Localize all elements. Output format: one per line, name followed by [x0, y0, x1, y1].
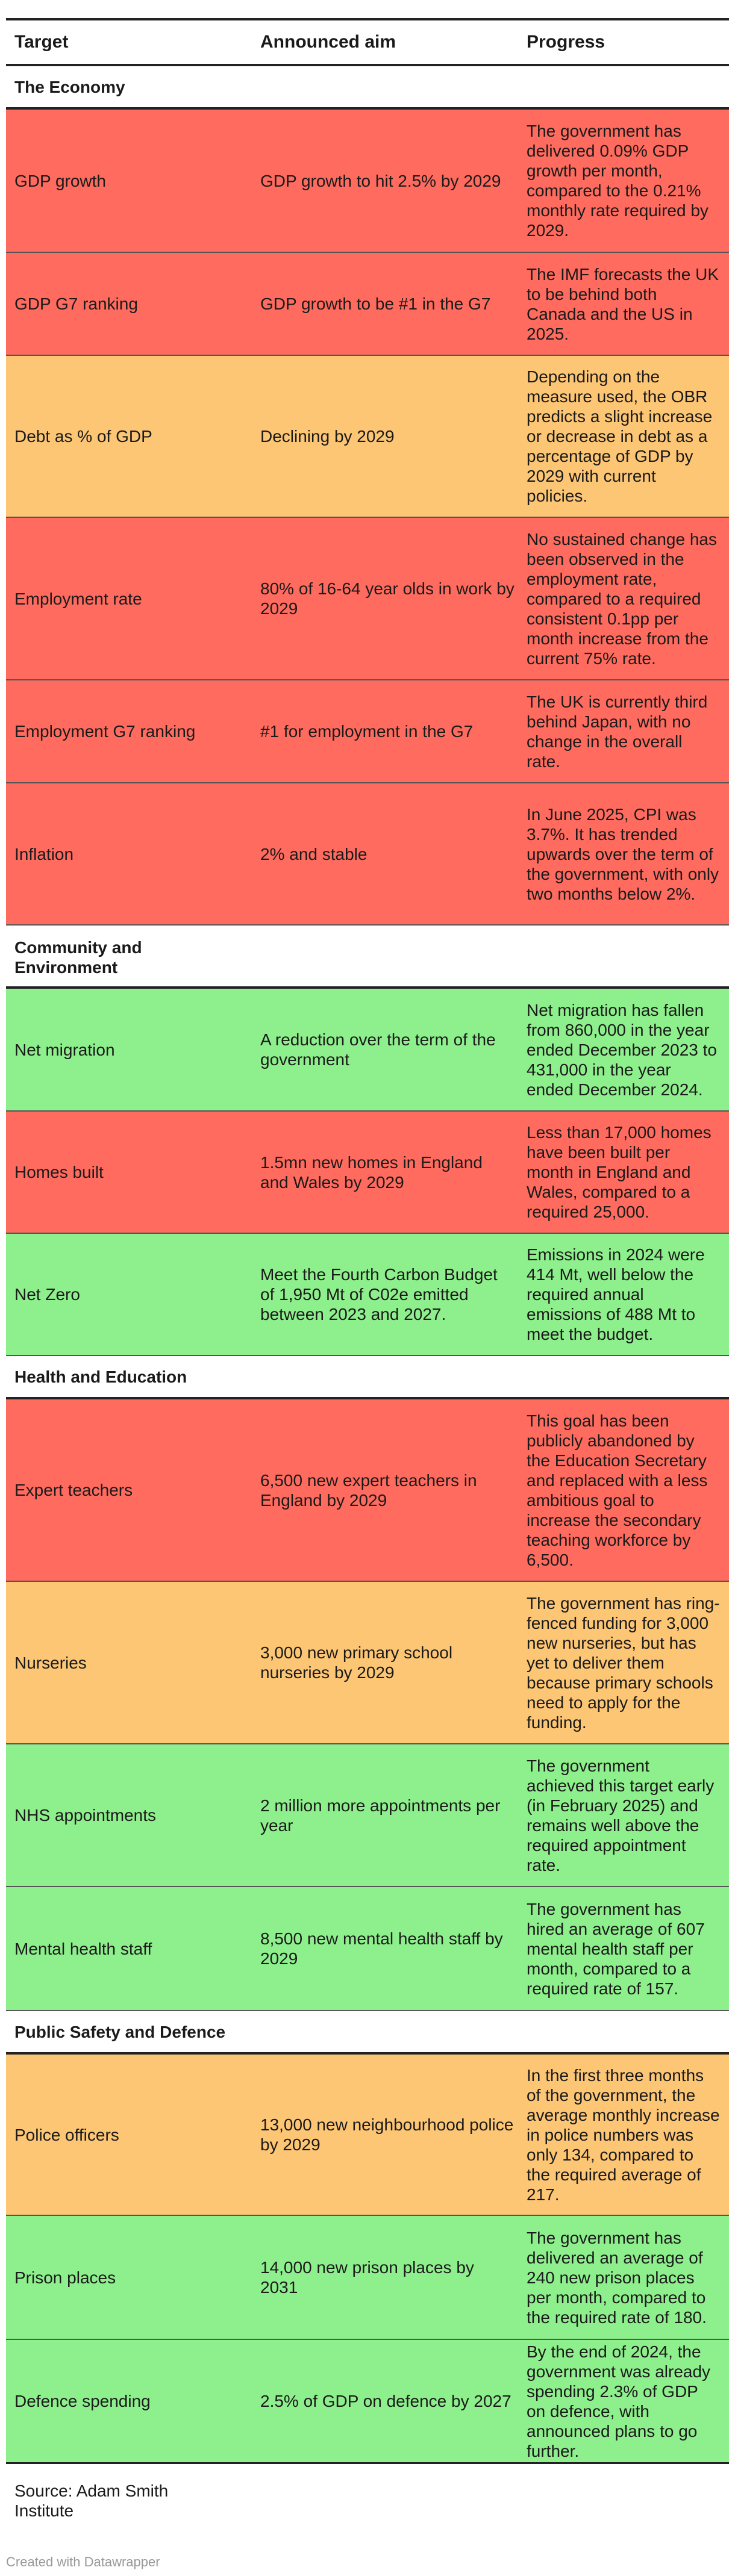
- row-target: GDP G7 ranking: [14, 294, 138, 313]
- row-aim: 13,000 new neighbourhood police by 2029: [260, 2115, 514, 2154]
- row-target: Expert teachers: [14, 1481, 133, 1499]
- row-aim: 2.5% of GDP on defence by 2027: [260, 2392, 511, 2410]
- table-row: [6, 253, 729, 356]
- header-aim: Announced aim: [260, 32, 396, 52]
- row-progress: By the end of 2024, the government was already spending 2.3% of GDP on defence, with announced plans to go further.: [527, 2342, 711, 2460]
- row-target: GDP growth: [14, 171, 106, 190]
- table-row: [6, 356, 729, 518]
- row-aim: A reduction over the term of the government: [260, 1030, 496, 1069]
- row-target: Inflation: [14, 844, 74, 863]
- row-target: Employment G7 ranking: [14, 722, 196, 741]
- section-heading: Public Safety and Defence: [6, 2011, 729, 2055]
- row-target: NHS appointments: [14, 1806, 157, 1825]
- row-progress: The government has delivered an average of 240 new prison places per month, compared to the required rate of 180.: [527, 2228, 707, 2327]
- row-aim: Meet the Fourth Carbon Budget of 1,950 Mt of C02e emitted between 2023 and 2027.: [260, 1265, 498, 1324]
- tracker-table: [6, 18, 729, 2464]
- row-target: Defence spending: [14, 2392, 151, 2410]
- row-progress: In June 2025, CPI was 3.7%. It has trended upwards over the term of the government, with only two months below 2%.: [527, 804, 719, 903]
- row-aim: 80% of 16-64 year olds in work by 2029: [260, 579, 514, 618]
- row-progress: Net migration has fallen from 860,000 in the year ended December 2023 to 431,000 in the year ended December 2024.: [527, 1000, 717, 1099]
- table-header: [6, 20, 729, 66]
- table-row: [6, 1887, 729, 2011]
- table-row: [6, 1582, 729, 1744]
- row-aim: 8,500 new mental health staff by 2029: [260, 1929, 503, 1968]
- row-progress: Less than 17,000 homes have been built per month in England and Wales, compared to a required 25,000.: [527, 1123, 712, 1221]
- row-target: Homes built: [14, 1163, 104, 1181]
- row-progress: The IMF forecasts the UK to be behind both Canada and the US in 2025.: [527, 264, 719, 343]
- table-row: [6, 518, 729, 680]
- table-row: [6, 1399, 729, 1582]
- row-progress: The government achieved this target early (in February 2025) and remains well above the required appointment rate.: [527, 1756, 715, 1874]
- row-aim: 6,500 new expert teachers in England by 2029: [260, 1470, 477, 1510]
- header-progress: Progress: [527, 32, 605, 52]
- table-row: [6, 680, 729, 783]
- table-row: [6, 1744, 729, 1887]
- table-row: [6, 110, 729, 253]
- table-row: [6, 989, 729, 1112]
- row-progress: No sustained change has been observed in the employment rate, compared to a required consistent 0.1pp per month increase from the current 75% rate.: [527, 529, 717, 668]
- row-progress: The government has delivered 0.09% GDP growth per month, compared to the 0.21% monthly rate required by 2029.: [527, 122, 708, 240]
- row-progress: The government has hired an average of 607 mental health staff per month, compared to a required rate of 157.: [527, 1899, 705, 1998]
- table-row: [6, 1234, 729, 1356]
- row-aim: 3,000 new primary school nurseries by 2029: [260, 1643, 453, 1682]
- row-aim: GDP growth to be #1 in the G7: [260, 294, 491, 313]
- row-progress: In the first three months of the government, the average monthly increase in police numbers was only 134, compared to the required average of 217.: [527, 2065, 720, 2204]
- row-aim: 2% and stable: [260, 844, 367, 863]
- datawrapper-credit[interactable]: Created with Datawrapper: [6, 2554, 160, 2569]
- table-row: [6, 2216, 729, 2340]
- row-aim: 2 million more appointments per year: [260, 1796, 501, 1835]
- row-aim: 1.5mn new homes in England and Wales by 2029: [260, 1153, 483, 1192]
- row-progress: Emissions in 2024 were 414 Mt, well below the required annual emissions of 488 Mt to meet the budget.: [527, 1245, 705, 1343]
- source-note: Source: Adam Smith Institute: [14, 2481, 169, 2520]
- row-aim: 14,000 new prison places by 2031: [260, 2258, 474, 2297]
- row-aim: #1 for employment in the G7: [260, 722, 474, 741]
- row-aim: GDP growth to hit 2.5% by 2029: [260, 171, 501, 190]
- header-target: Target: [14, 32, 69, 52]
- table-row: [6, 1112, 729, 1234]
- table-row: [6, 2340, 729, 2464]
- section-heading: Community and Environment: [14, 938, 142, 977]
- row-target: Debt as % of GDP: [14, 427, 152, 446]
- row-target: Net Zero: [14, 1285, 80, 1304]
- row-target: Nurseries: [14, 1653, 87, 1672]
- table-row: [6, 783, 729, 926]
- section-heading: Health and Education: [6, 1356, 729, 1399]
- row-progress: Depending on the measure used, the OBR predicts a slight increase or decrease in debt as a percentage of GDP by 2029 with current policies.: [527, 367, 713, 505]
- row-target: Police officers: [14, 2125, 119, 2144]
- row-target: Net migration: [14, 1040, 115, 1059]
- row-aim: Declining by 2029: [260, 427, 395, 446]
- section-heading: The Economy: [6, 66, 729, 110]
- row-progress: The government has ring-fenced funding for 3,000 new nurseries, but has yet to deliver them because primary schools need to apply for the funding.: [527, 1593, 720, 1732]
- table-row: [6, 2055, 729, 2216]
- row-progress: This goal has been publicly abandoned by the Education Secretary and replaced with a less ambitious goal to increase the secondary teaching workforce by 6,500.: [527, 1411, 708, 1569]
- row-target: Employment rate: [14, 589, 142, 608]
- row-target: Prison places: [14, 2268, 116, 2287]
- row-target: Mental health staff: [14, 1939, 152, 1958]
- row-progress: The UK is currently third behind Japan, with no change in the overall rate.: [527, 692, 708, 771]
